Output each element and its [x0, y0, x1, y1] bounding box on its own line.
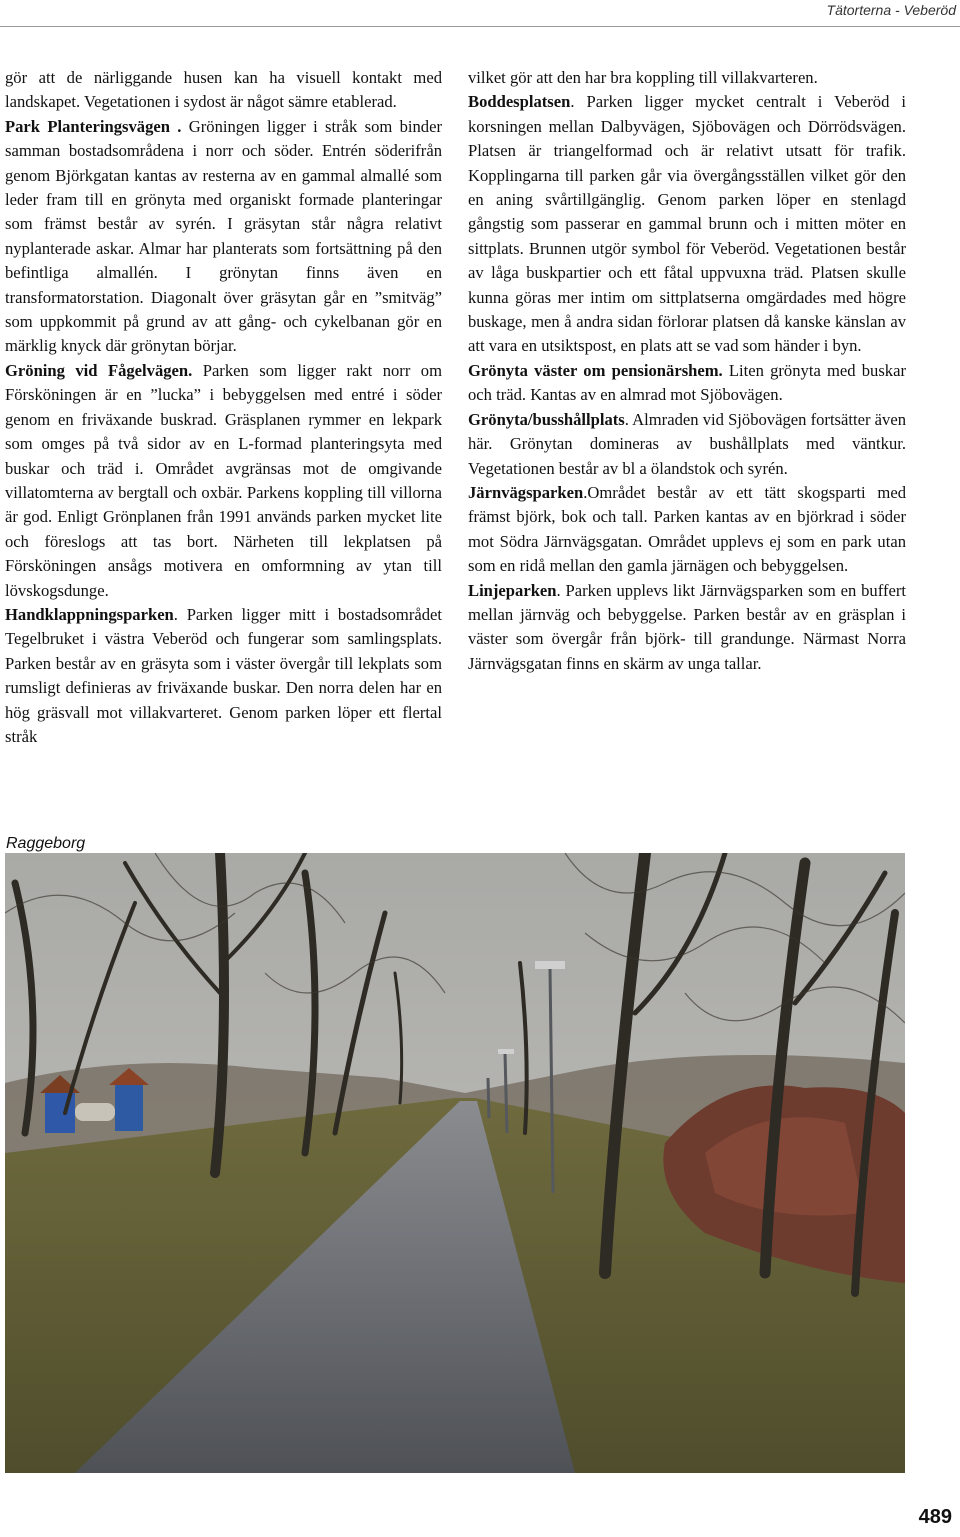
paragraph: Handklappningsparken. Parken ligger mitt i bostadsområdet Tegelbruket i västra Veberöd och fungerar som samlingsplats. Parken består av en gräsyta som i väster övergår till lekplats som rumsligt definieras av friväxande buskar. Den norra delen har en hög gräsvall mot villakvarteret. Genom parken löper ett flertal stråk	[5, 604, 442, 746]
paragraph: gör att de närliggande husen kan ha visuell kontakt med landskapet. Vegetationen i sydost är något sämre etablerad.	[5, 68, 442, 112]
right-text-column	[468, 66, 906, 676]
paragraph-heading: Handklappningsparken	[5, 604, 174, 624]
paragraph-heading: Gröning vid Fågelvägen.	[5, 360, 193, 380]
park-path-photo	[5, 853, 905, 1473]
paragraph-heading: Park Planteringsvägen .	[5, 116, 182, 136]
running-header: Tätorterna - Veberöd	[826, 2, 956, 18]
paragraph-heading: Grönyta väster om pensionärshem.	[468, 360, 723, 380]
paragraph-heading: Grönyta/busshållplats	[468, 409, 625, 429]
paragraph: Grönyta/busshållplats. Almraden vid Sjöbovägen fortsätter även här. Grönytan domineras av bushållplats med väntkur. Vegetationen består av bl a ölandstok och syrén.	[468, 409, 906, 478]
left-text-column	[5, 66, 442, 749]
paragraph-heading: Linjeparken	[468, 580, 557, 600]
paragraph-heading: Boddesplatsen	[468, 92, 571, 112]
paragraph: Park Planteringsvägen . Gröningen ligger i stråk som binder samman bostadsområdena i norr och söder. Entrén söderifrån genom Björkgatan kantas av resterna av en gammal almallé som leder fram till en grönyta med organiskt formade planteringar som främst består av syrén. I gräsytan står några relativt nyplanterade askar. Almar har planterats som fortsättning på den befintliga almallén. I grönytan finns även en transformatorstation. Diagonalt över gräsytan går en ”smitväg” som uppkommit på grund av att gång- och cykelbanan gör en märklig knyck där grönytan börjar.	[5, 116, 442, 356]
paragraph-heading: Järnvägsparken	[468, 482, 584, 502]
page-number: 489	[918, 1506, 952, 1528]
paragraph: Linjeparken. Parken upplevs likt Järnvägsparken som en buffert mellan järnväg och bebyggelse. Parken består av en gräsplan i väster som övergår från björk- till grandunge. Närmast Norra Järnvägsgatan finns en skärm av unga tallar.	[468, 580, 906, 673]
photo-caption: Raggeborg	[6, 835, 86, 852]
paragraph: Boddesplatsen. Parken ligger mycket centralt i Veberöd i korsningen mellan Dalbyvägen, Sjöbovägen och Dörrödsvägen. Platsen är triangelformad och är relativt utsatt för trafik. Kopplingarna till parken går via övergångsställen vilket gör den en aning svårtillgänglig. Genom parken löper en stenlagd gångstig som passerar en gammal brunn och i mitten möter en sittplats. Brunnen utgör symbol för Veberöd. Vegetationen består av låga buskpartier och ett fåtal uppvuxna träd. Platsen skulle kunna göras mer intim om sittplatserna omgärdades med högre buskage, men å andra sidan förlorar platsen då kanske känslan av att vara en utsiktspost, en plats att se vad som händer i byn.	[468, 92, 906, 356]
paragraph: Järnvägsparken.Området består av ett tätt skogsparti med främst björk, bok och tall. Parken kantas av en björkrad i söder mot Södra Järnvägsgatan. Området upplevs ej som en park utan som en ridå mellan den gamla järnägen och bebyggelsen.	[468, 482, 906, 576]
paragraph: Gröning vid Fågelvägen. Parken som ligger rakt norr om Försköningen är en ”lucka” i bebyggelsen med entré i söder genom en friväxande buskrad. Gräsplanen rymmer en lekpark som omges på två sidor av en L-formad planteringsyta med buskar och träd i. Området avgränsas mot de omgivande villatomterna av bergtall och oxbär. Parkens koppling till villorna är god. Enligt Grönplanen från 1991 används parken mycket lite och föreslogs att tas bort. Närheten till lekplatsen på Försköningen ansågs motivera en omformning av ytan till lövskogsdunge.	[5, 360, 442, 600]
header-rule	[0, 26, 960, 27]
paragraph: Grönyta väster om pensionärshem. Liten grönyta med buskar och träd. Kantas av en almrad mot Sjöbovägen.	[468, 360, 906, 405]
paragraph: vilket gör att den har bra koppling till villakvarteren.	[468, 68, 818, 87]
